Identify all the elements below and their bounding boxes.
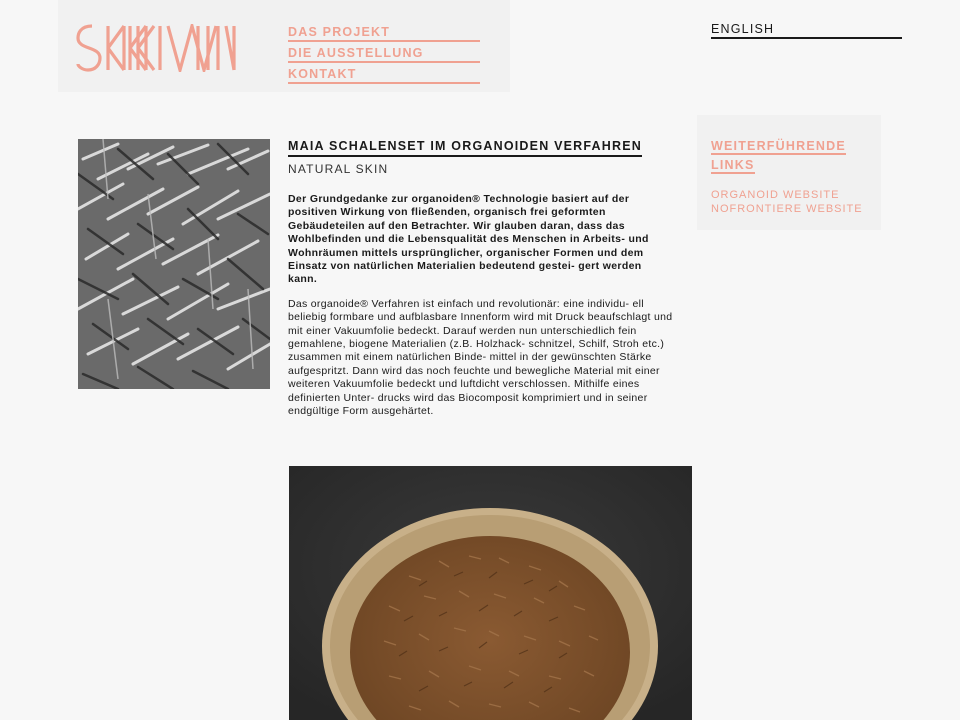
bowl-photo bbox=[289, 466, 692, 720]
article bbox=[288, 137, 678, 419]
links-heading bbox=[711, 137, 846, 175]
article-title: MAIA SCHALENSET IM ORGANOIDEN VERFAHREN bbox=[288, 139, 642, 157]
organoid-website-link[interactable]: ORGANOID WEBSITE bbox=[711, 189, 840, 201]
nav-das-projekt[interactable]: DAS PROJEKT bbox=[288, 22, 480, 42]
nav-kontakt[interactable]: KONTAKT bbox=[288, 64, 480, 84]
language-switch-english[interactable]: ENGLISH bbox=[711, 22, 902, 39]
material-texture-image bbox=[78, 139, 270, 389]
main-nav bbox=[288, 22, 480, 85]
links-heading-text: WEITERFÜHRENDE LINKS bbox=[711, 139, 846, 172]
nav-die-ausstellung[interactable]: DIE AUSSTELLUNG bbox=[288, 43, 480, 63]
skkin-logo[interactable] bbox=[76, 24, 236, 77]
links-list bbox=[711, 189, 863, 216]
nofrontiere-website-link[interactable]: NOFRONTIERE WEBSITE bbox=[711, 202, 863, 215]
article-subtitle: NATURAL SKIN bbox=[288, 162, 389, 176]
article-body-paragraph: Das organoide® Verfahren ist einfach und revolutionär: eine individu- ell beliebig formbare und aufblasbare Innenform wird mit Druck beaufschlagt und mit einer Vakuumfolie bedeckt. Darauf werden nun unterschiedlich fein gemahlene, biogene Materialien (z.B. Holzhack- schnitzel, Schilf, Stroh etc.) zusammen mit einem natürlichen Binde- mittel in der gewünschten Stärke aufgespritzt. Dann wird das noch feuchte und bewegliche Material mit einer weiteren Vakuumfolie bedeckt und luftdicht verschlossen. Mithilfe eines definierten Unter- drucks wird das Biocomposit komprimiert und in seiner endgültige Form ausgehärtet. bbox=[288, 297, 673, 418]
article-lead-paragraph: Der Grundgedanke zur organoiden® Technologie basiert auf der positiven Wirkung von fließenden, organisch frei geformten Gebäudeteilen auf den Betrachter. Wir glauben daran, dass das Wohlbefinden und die Lebensqualität des Menschen in Arbeits- und Wohnräumen mittels ursprünglicher, organischer Formen und dem Einsatz von natürlichen Materialien bedeutend gestei- gert werden kann. bbox=[288, 193, 649, 286]
